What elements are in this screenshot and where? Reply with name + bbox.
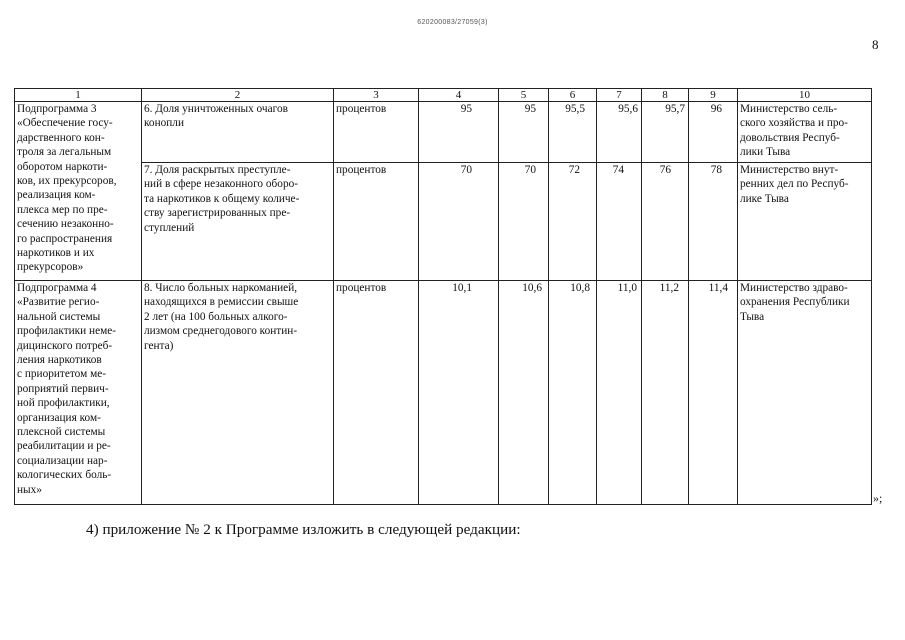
column-number: 10 [738, 89, 872, 102]
value-cell: 10,6 [499, 281, 549, 505]
indicator-cell: 7. Доля раскрытых преступле- ний в сфере незаконного оборо- та наркотиков к общему количе- ству зарегистрированных пре- ступлений [142, 163, 334, 281]
value-cell: 95 [419, 102, 499, 163]
column-number: 2 [142, 89, 334, 102]
column-number: 8 [642, 89, 689, 102]
column-number: 7 [597, 89, 642, 102]
subprogram-3-cell: Подпрограмма 3 «Обеспечение госу- дарственного кон- троля за легальным оборотом наркоти- ков, их прекурсоров, реализация ком- плекса мер по пре- сечению незаконно- го распространения наркотиков и их прекурсоров» [15, 102, 142, 281]
closing-quote-mark: »; [873, 491, 883, 505]
indicators-table [14, 88, 872, 505]
value-cell: 95 [499, 102, 549, 163]
value-cell: 72 [549, 163, 597, 281]
column-number: 4 [419, 89, 499, 102]
column-number: 5 [499, 89, 549, 102]
table-row [15, 102, 872, 163]
value-cell: 95,5 [549, 102, 597, 163]
value-cell: 95,6 [597, 102, 642, 163]
value-cell: 70 [419, 163, 499, 281]
amendment-text: 4) приложение № 2 к Программе изложить в следующей редакции: [86, 521, 521, 538]
value-cell: 76 [642, 163, 689, 281]
value-cell: 10,1 [419, 281, 499, 505]
unit-cell: процентов [334, 281, 419, 505]
value-cell: 70 [499, 163, 549, 281]
unit-cell: процентов [334, 163, 419, 281]
value-cell: 78 [689, 163, 738, 281]
value-cell: 11,4 [689, 281, 738, 505]
indicator-cell: 8. Число больных наркоманией, находящихся в ремиссии свыше 2 лет (на 100 больных алкого- лизмом среднегодового контин- гента) [142, 281, 334, 505]
unit-cell: процентов [334, 102, 419, 163]
subprogram-4-cell: Подпрограмма 4 «Развитие регио- нальной системы профилактики неме- дицинского потреб- ления наркотиков с приоритетом ме- роприятий первич- ной профилактики, организация ком- плексной системы реабилитации и ре- социализации нар- кологических боль- ных» [15, 281, 142, 505]
document-id: 620200083/27059(3) [417, 19, 488, 26]
table-row [15, 163, 872, 281]
value-cell: 11,2 [642, 281, 689, 505]
column-number: 6 [549, 89, 597, 102]
column-number: 3 [334, 89, 419, 102]
indicator-cell: 6. Доля уничтоженных очагов конопли [142, 102, 334, 163]
value-cell: 11,0 [597, 281, 642, 505]
responsible-cell: Министерство сель- ского хозяйства и про- довольствия Респуб- лики Тыва [738, 102, 872, 163]
table-row [15, 281, 872, 505]
value-cell: 74 [597, 163, 642, 281]
responsible-cell: Министерство внут- ренних дел по Респуб- лике Тыва [738, 163, 872, 281]
page-number: 8 [872, 37, 879, 52]
value-cell: 10,8 [549, 281, 597, 505]
column-number-row [15, 89, 872, 102]
value-cell: 96 [689, 102, 738, 163]
column-number: 9 [689, 89, 738, 102]
value-cell: 95,7 [642, 102, 689, 163]
column-number: 1 [15, 89, 142, 102]
responsible-cell: Министерство здраво- охранения Республики Тыва [738, 281, 872, 505]
